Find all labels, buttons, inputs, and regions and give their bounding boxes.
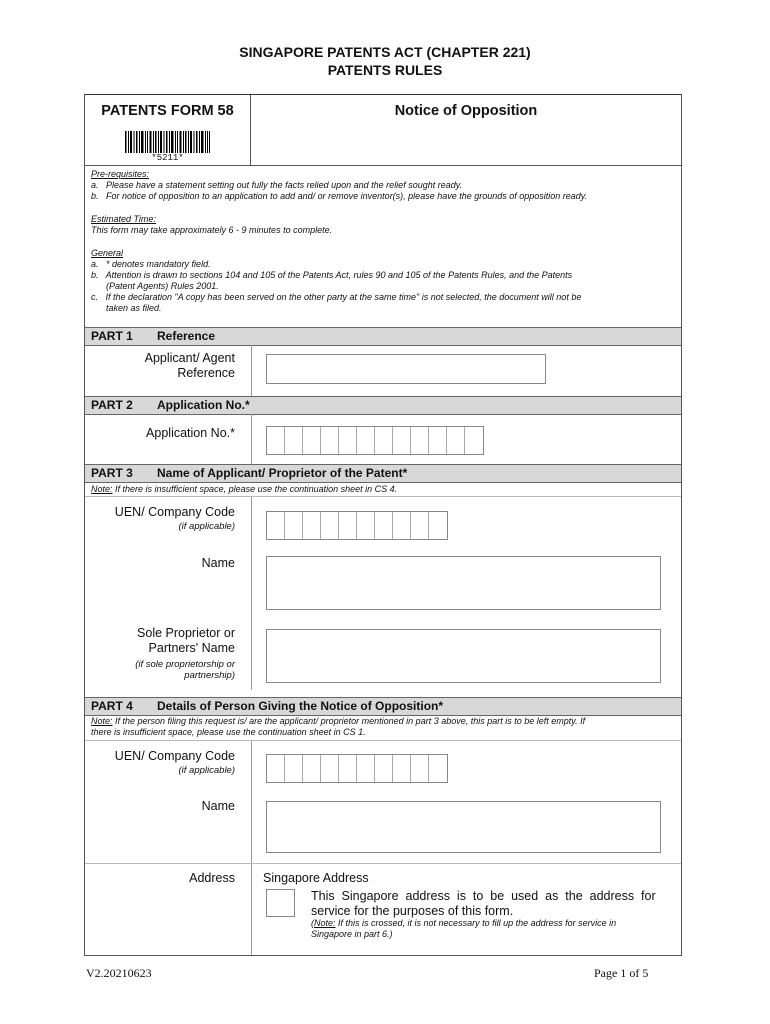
part4-name-label: Name: [201, 799, 235, 813]
part3-divider: [251, 497, 252, 690]
part2-number: PART 2: [91, 398, 133, 412]
form-name: PATENTS FORM 58: [101, 103, 234, 119]
part4-note-text2: there is insufficient space, please use the continuation sheet in CS 1.: [91, 727, 366, 737]
part3-number: PART 3: [91, 466, 133, 480]
address-label-wrap: [85, 871, 235, 887]
part4-name-input[interactable]: [266, 801, 661, 853]
general-a: a. * denotes mandatory field.: [91, 259, 211, 269]
act-title: SINGAPORE PATENTS ACT (CHAPTER 221): [239, 44, 531, 60]
general-b1: b. Attention is drawn to sections 104 and 105 of the Patents Act, rules 90 and 105 of the Patents Rules, and the Patents: [91, 270, 573, 280]
part4-note: [91, 716, 675, 738]
part4-uen-label: UEN/ Company Code: [114, 749, 235, 763]
part3-sole-label-wrap: [85, 626, 235, 686]
application-no-label: Application No.*: [146, 426, 235, 440]
part4-uen-label-wrap: [85, 749, 235, 779]
part2-label-wrap: [85, 426, 235, 442]
part3-uen-sub: (if applicable): [178, 521, 235, 532]
part3-name-label: Name: [201, 556, 235, 570]
form-frame: [84, 94, 682, 956]
prereq-b: b. For notice of opposition to an application to add and/ or remove inventor(s), please have the grounds of opposition ready.: [91, 191, 588, 201]
page-number: Page 1 of 5: [594, 966, 649, 980]
rules-title: PATENTS RULES: [327, 62, 443, 78]
sg-text-line1: This Singapore address is to be used as the address for: [311, 889, 656, 903]
sg-text-line2: service for the purposes of this form.: [311, 904, 514, 918]
sole-proprietor-sub1: (if sole proprietorship or: [135, 659, 235, 670]
sole-proprietor-sub2: partnership): [184, 670, 235, 681]
singapore-address-checkbox[interactable]: [266, 889, 295, 917]
general-b2: (Patent Agents) Rules 2001.: [91, 281, 219, 291]
part3-title: Name of Applicant/ Proprietor of the Patent*: [157, 466, 408, 480]
sg-note-label: Note:: [314, 918, 336, 928]
address-rule: [85, 863, 681, 864]
part2-header: [85, 396, 681, 415]
part3-note-label: Note:: [91, 484, 113, 494]
time-heading: Estimated Time:: [91, 214, 156, 224]
part4-uen-input[interactable]: [266, 754, 448, 783]
reference-label-line1: Applicant/ Agent: [144, 351, 235, 365]
part2-title: Application No.*: [157, 398, 250, 412]
part4-uen-sub: (if applicable): [178, 765, 235, 776]
form-id-cell: [85, 95, 251, 166]
part4-name-label-wrap: [85, 799, 235, 815]
application-no-input[interactable]: [266, 426, 484, 455]
reference-label-line2: Reference: [177, 366, 235, 380]
general-heading: General: [91, 248, 124, 258]
part4-note-rule: [85, 740, 681, 741]
sg-note-line1: If this is crossed, it is not necessary to fill up the address for service in: [335, 918, 617, 928]
part3-note-text: If there is insufficient space, please use the continuation sheet in CS 4.: [112, 484, 398, 494]
partners-name-input[interactable]: [266, 629, 661, 683]
part1-divider: [251, 345, 252, 397]
part3-header: [85, 464, 681, 483]
part1-title: Reference: [157, 329, 216, 343]
part4-header: [85, 697, 681, 716]
sg-note-line2: Singapore in part 6.): [311, 929, 393, 939]
version-label: V2.20210623: [86, 966, 152, 980]
part3-name-label-wrap: [85, 556, 235, 572]
part3-uen-label: UEN/ Company Code: [114, 505, 235, 519]
singapore-address-note: (Note: If this is crossed, it is not necessary to fill up the address for service in Singapore in part 6.): [311, 918, 675, 940]
part4-number: PART 4: [91, 699, 133, 713]
intro-section: [91, 169, 675, 314]
part3-uen-label-wrap: [85, 505, 235, 535]
barcode: [125, 131, 210, 153]
barcode-text: *5211*: [151, 153, 184, 163]
prereq-a: a. Please have a statement setting out fully the facts relied upon and the relief sought ready.: [91, 180, 463, 190]
part2-divider: [251, 414, 252, 464]
part1-label: [85, 351, 235, 385]
form-title-cell: [251, 95, 681, 166]
part3-name-input[interactable]: [266, 556, 661, 610]
part4-note-text1: If the person filing this request is/ are the applicant/ proprietor mentioned in part 3 above, this part is to be left empty. If: [112, 716, 586, 726]
part1-header: [85, 327, 681, 346]
part3-note: [91, 484, 675, 495]
part3-uen-input[interactable]: [266, 511, 448, 540]
part1-number: PART 1: [91, 329, 133, 343]
prereq-heading: Pre-requisites:: [91, 169, 150, 179]
general-c2: taken as filed.: [91, 303, 162, 313]
sole-proprietor-label-line1: Sole Proprietor or: [137, 626, 235, 640]
part4-note-label: Note:: [91, 716, 113, 726]
address-label: Address: [189, 871, 235, 885]
sole-proprietor-label-line2: Partners' Name: [148, 641, 235, 655]
general-c1: c. If the declaration "A copy has been served on the other party at the same time" is not selected, the document will not be: [91, 292, 582, 302]
singapore-address-text: [311, 889, 675, 919]
part3-note-rule: [85, 496, 681, 497]
singapore-address-heading: Singapore Address: [263, 871, 369, 885]
time-text: This form may take approximately 6 - 9 minutes to complete.: [91, 225, 333, 235]
part4-title: Details of Person Giving the Notice of Opposition*: [157, 699, 444, 713]
form-title: Notice of Opposition: [394, 103, 538, 119]
part4-divider: [251, 741, 252, 955]
reference-input[interactable]: [266, 354, 546, 384]
